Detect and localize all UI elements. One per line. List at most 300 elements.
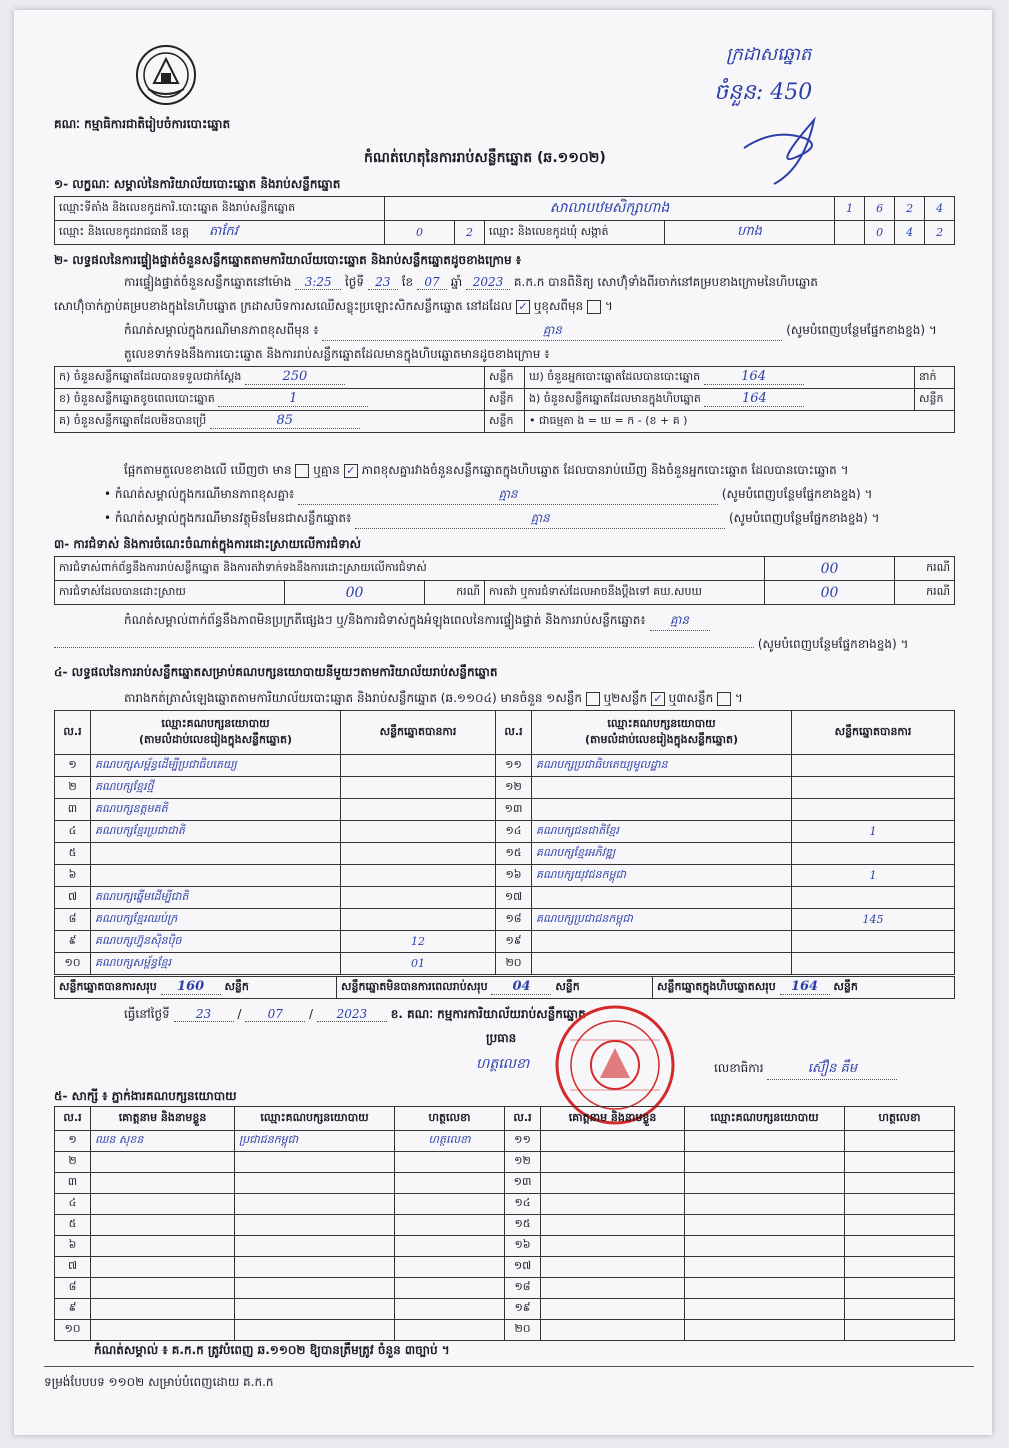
result-no: ១១ <box>496 755 532 777</box>
total-box-cell <box>653 977 955 999</box>
in-box-unit: សន្លឹក <box>915 389 955 411</box>
result-votes <box>341 843 496 865</box>
check-year-label: ឆ្នាំ <box>450 275 463 289</box>
result-party: គណបក្សជនជាតិខ្មែរ <box>532 821 792 843</box>
result-party: គណបក្សសម្ព័ន្ធខ្មែរ <box>91 953 341 975</box>
witness-header-party-left: ឈ្មោះគណបក្សនយោបាយ <box>235 1107 395 1131</box>
witness-name <box>541 1152 685 1173</box>
location-label: ឈ្មោះទីតាំង និងលេខកូដការិ.បោះឆ្នោត និងរាប់សន្លឹកឆ្នោត <box>55 197 385 221</box>
irregularity-note-line2 <box>54 636 954 654</box>
check-line-1 <box>124 274 818 292</box>
check-month-label: ខែ <box>401 275 414 289</box>
check-line-1-rest: គ.ក.ក បានពិនិត្យ សោហ៊ុំទាំងពីរចាក់នៅគម្របខាងក្រោមនៃហិបឆ្នោត <box>513 275 818 289</box>
witness-no: ១៥ <box>505 1215 541 1236</box>
witness-party <box>235 1257 395 1278</box>
commune-value: ហាង <box>665 221 835 245</box>
witness-sign: ហត្ថលេខា <box>395 1131 505 1152</box>
total-invalid-cell <box>337 977 653 999</box>
objections-unit: ករណី <box>895 557 955 581</box>
witness-header-name-right: គោត្តនាម និងនាមខ្លួន <box>541 1107 685 1131</box>
results-row <box>55 931 955 953</box>
check-day-label: ថ្ងៃទី <box>345 275 365 289</box>
same-checkbox[interactable]: ✓ <box>516 300 530 314</box>
witness-header-no-right: ល.រ <box>505 1107 541 1131</box>
difference-bullet <box>104 486 954 505</box>
party-col-title-right: ឈ្មោះគណបក្សនយោបាយ <box>607 716 716 730</box>
witness-row <box>55 1173 955 1194</box>
result-party: គណបក្សប្រជាជនកម្ពុជា <box>532 909 792 931</box>
witness-header-sign-right: ហត្ថលេខា <box>845 1107 955 1131</box>
footer-note: កំណត់សម្គាល់ ៖ គ.ក.ក ត្រូវបំពេញ ឆ.១១០២ ឱ្យបានត្រឹមត្រូវ ចំនួន ៣ច្បាប់ ។ <box>94 1343 450 1357</box>
witness-name <box>91 1257 235 1278</box>
chair-label: ប្រធាន <box>486 1031 517 1045</box>
witness-party <box>685 1257 845 1278</box>
result-votes <box>792 755 955 777</box>
result-no: ១២ <box>496 777 532 799</box>
irregularity-note-label: កំណត់សម្គាល់ពាក់ព័ន្ធនឹងភាពមិនប្រក្រតីផ្សេងៗ ឬ/និងការជំទាស់ក្នុងអំឡុងពេលនៃការផ្ទៀងផ្ទាត់ និងការរាប់សន្លឹកឆ្នោត៖ <box>124 613 646 627</box>
witness-name <box>91 1194 235 1215</box>
witness-no: ៥ <box>55 1215 91 1236</box>
unused-value: 85 <box>210 413 360 429</box>
witness-name <box>541 1320 685 1341</box>
result-party: គណបក្សយុវជនកម្ពុជា <box>532 865 792 887</box>
tally-label: តារាងកត់ត្រាសំឡេងឆ្នោតតាមការិយាល័យបោះឆ្នោត និងរាប់សន្លឹកឆ្នោត (ឆ.១១០៤) មានចំនួន ១សន្លឹក <box>124 691 582 705</box>
results-header-votes-right: សន្លឹកឆ្នោតបានការ <box>792 711 955 755</box>
result-no: ១០ <box>55 953 91 975</box>
witness-header-party-right: ឈ្មោះគណបក្សនយោបាយ <box>685 1107 845 1131</box>
witness-name <box>541 1257 685 1278</box>
secretary-line <box>714 1060 897 1080</box>
resolved-unit: ករណី <box>425 581 485 605</box>
witness-table <box>54 1106 955 1341</box>
witness-party <box>235 1173 395 1194</box>
result-votes: 1 <box>792 821 955 843</box>
date-month: 07 <box>245 1007 305 1022</box>
foreign-object-label: • កំណត់សម្គាល់ក្នុងករណីមានវត្ថុមិនមែនជាសន្លឹកឆ្នោត៖ <box>104 511 352 525</box>
witness-no: ៨ <box>55 1278 91 1299</box>
different-checkbox[interactable] <box>587 300 601 314</box>
total-valid-cell <box>55 977 337 999</box>
secretary-signature: ស៊ឿន គឹម <box>767 1060 897 1080</box>
witness-row <box>55 1215 955 1236</box>
spoiled-label: ខ) ចំនួនសន្លឹកឆ្នោតខូចពេលបោះឆ្នោត <box>59 392 215 405</box>
witness-header-sign-left: ហត្ថលេខា <box>395 1107 505 1131</box>
result-votes <box>341 821 496 843</box>
no-difference-label: ឬគ្មាន <box>313 463 340 477</box>
witness-name <box>541 1236 685 1257</box>
witness-party <box>685 1278 845 1299</box>
result-party: គណបក្សសម្ព័ន្ធដើម្បីប្រជាធិបតេយ្យ <box>91 755 341 777</box>
results-row <box>55 843 955 865</box>
witness-sign <box>395 1299 505 1320</box>
tally-line: តារាងកត់ត្រាសំឡេងឆ្នោតតាមការិយាល័យបោះឆ្នោត និងរាប់សន្លឹកឆ្នោត (ឆ.១១០៤) មានចំនួន ១សន្លឹក ឬ២សន្លឹក ✓ ឬ៣សន្លឹក ។ <box>124 691 743 705</box>
result-party <box>91 865 341 887</box>
result-no: ១៨ <box>496 909 532 931</box>
result-votes: 12 <box>341 931 496 953</box>
witness-no: ១៨ <box>505 1278 541 1299</box>
received-label: ក) ចំនួនសន្លឹកឆ្នោតដែលបានទទួលជាក់ស្តែង <box>59 370 242 383</box>
total-valid-label: សន្លឹកឆ្នោតបានការសរុប <box>59 980 157 993</box>
result-party <box>91 843 341 865</box>
chair-signature: ហត្ថលេខា <box>476 1056 530 1072</box>
commune-code-spacer <box>835 221 865 245</box>
result-votes <box>341 887 496 909</box>
results-row <box>55 755 955 777</box>
result-no: ១៩ <box>496 931 532 953</box>
three-sheet-checkbox[interactable] <box>717 692 731 706</box>
witness-party: ប្រជាជនកម្ពុជា <box>235 1131 395 1152</box>
party-col-sub: (តាមលំដាប់លេខរៀងក្នុងសន្លឹកឆ្នោត) <box>139 732 292 746</box>
result-votes: 01 <box>341 953 496 975</box>
province-code-2: 2 <box>455 221 485 245</box>
result-votes <box>341 909 496 931</box>
witness-party <box>235 1194 395 1215</box>
voters-label: ឃ) ចំនួនអ្នកបោះឆ្នោតដែលបានបោះឆ្នោត <box>529 370 701 383</box>
witness-no: ១០ <box>55 1320 91 1341</box>
foreign-object-bullet <box>104 510 954 529</box>
witness-no: ១១ <box>505 1131 541 1152</box>
result-votes <box>792 931 955 953</box>
totals-table <box>54 976 955 999</box>
total-invalid-unit: សន្លឹក <box>555 980 580 993</box>
nec-emblem-icon <box>134 43 198 107</box>
result-votes: 145 <box>792 909 955 931</box>
commune-code-2: 4 <box>895 221 925 245</box>
results-row <box>55 777 955 799</box>
results-header-party-right <box>532 711 792 755</box>
result-votes <box>792 799 955 821</box>
results-header-party-left <box>91 711 341 755</box>
objections-table <box>54 556 955 605</box>
comparison-label: ផ្អែកតាមតួលេខខាងលើ ឃើញថា មាន <box>124 463 292 477</box>
spoiled-unit: សន្លឹក <box>485 389 525 411</box>
total-box-label: សន្លឹកឆ្នោតក្នុងហិបឆ្នោតសរុប <box>657 980 776 993</box>
voters-cell <box>525 367 915 389</box>
witness-party <box>685 1215 845 1236</box>
result-party <box>532 887 792 909</box>
difference-bullet-suffix: (សូមបំពេញបន្ថែមផ្នែកខាងខ្នង) ។ <box>721 487 873 501</box>
figures-table <box>54 366 955 433</box>
date-suffix: ខ. គណៈ កម្មការការិយាល័យរាប់សន្លឹកឆ្នោត <box>390 1007 586 1021</box>
witness-no: ១៧ <box>505 1257 541 1278</box>
witness-no: ៦ <box>55 1236 91 1257</box>
result-party <box>532 777 792 799</box>
witness-name <box>541 1215 685 1236</box>
received-cell <box>55 367 485 389</box>
appeal-unit: ករណី <box>895 581 955 605</box>
witness-no: ១៣ <box>505 1173 541 1194</box>
witness-sign <box>845 1131 955 1152</box>
province-value: តាកែវ <box>209 224 238 239</box>
voters-unit: នាក់ <box>915 367 955 389</box>
section5-title: ៥- សាក្សី ៖ ភ្នាក់ងារគណបក្សនយោបាយ <box>54 1089 237 1103</box>
objections-label: ការជំទាស់ពាក់ព័ន្ធនឹងការរាប់សន្លឹកឆ្នោត និងការតវ៉ាទាក់ទងនឹងការដោះស្រាយលើការជំទាស់ <box>55 557 765 581</box>
result-votes <box>792 777 955 799</box>
witness-no: ៣ <box>55 1173 91 1194</box>
witness-party <box>235 1236 395 1257</box>
witness-row <box>55 1236 955 1257</box>
irregularity-note <box>124 612 710 631</box>
form-page <box>14 10 992 1435</box>
spoiled-value: 1 <box>218 391 368 407</box>
witness-party <box>685 1299 845 1320</box>
witness-row <box>55 1320 955 1341</box>
total-box-unit: សន្លឹក <box>833 980 858 993</box>
witness-header-name-left: គោត្តនាម និងនាមខ្លួន <box>91 1107 235 1131</box>
irregularity-note-suffix: (សូមបំពេញបន្ថែមផ្នែកខាងខ្នង) ។ <box>757 637 909 651</box>
witness-party <box>685 1173 845 1194</box>
witness-party <box>685 1236 845 1257</box>
witness-row <box>55 1299 955 1320</box>
result-no: ១៣ <box>496 799 532 821</box>
secretary-label: លេខាធិការ <box>714 1061 764 1075</box>
location-value: សាលាបឋមសិក្សាហាង <box>385 197 835 221</box>
in-box-value: 164 <box>704 391 804 407</box>
result-party <box>532 931 792 953</box>
foreign-object-value: គ្មាន <box>355 510 725 529</box>
difference-note-label: កំណត់សម្គាល់ក្នុងករណីមានភាពខុសពីមុន ៖ <box>124 323 319 337</box>
witness-name <box>91 1278 235 1299</box>
section1-title: ១- លក្ខណៈ សម្គាល់នៃការិយាល័យបោះឆ្នោត និងរាប់សន្លឹកឆ្នោត <box>54 177 341 191</box>
result-party: គណបក្សហ្វ៊ុនស៊ិនប៉ិច <box>91 931 341 953</box>
commune-code-1: 0 <box>865 221 895 245</box>
result-party: គណបក្សប្រជាធិបតេយ្យមូលដ្ឋាន <box>532 755 792 777</box>
result-party <box>532 799 792 821</box>
results-row <box>55 909 955 931</box>
witness-sign <box>845 1194 955 1215</box>
results-header-votes-left: សន្លឹកឆ្នោតបានការ <box>341 711 496 755</box>
witness-no: ២ <box>55 1152 91 1173</box>
corner-signature-icon <box>734 108 844 188</box>
result-no: ៥ <box>55 843 91 865</box>
unused-unit: សន្លឹក <box>485 411 525 433</box>
result-no: ១៦ <box>496 865 532 887</box>
resolved-value: 00 <box>285 581 425 605</box>
section4-title: ៤- លទ្ធផលនៃការរាប់សន្លឹកឆ្នោតសម្រាប់គណបក្សនយោបាយនីមួយៗតាមការិយាល័យរាប់សន្លឹកឆ្នោត <box>54 665 498 679</box>
result-votes <box>341 799 496 821</box>
total-valid-value: 160 <box>161 979 221 995</box>
spoiled-cell <box>55 389 485 411</box>
difference-note-suffix: (សូមបំពេញបន្ថែមផ្នែកខាងខ្នង) ។ <box>786 323 937 337</box>
committee-name: គណៈ កម្មាធិការជាតិរៀបចំការបោះឆ្នោត <box>54 117 231 131</box>
witness-name: ឈន សុខន <box>91 1131 235 1152</box>
witness-name <box>91 1236 235 1257</box>
witness-party <box>685 1152 845 1173</box>
witness-row <box>55 1194 955 1215</box>
corner-note-line1: ក្រដាសឆ្នោត <box>726 44 812 65</box>
no-difference-checkbox[interactable]: ✓ <box>344 464 358 478</box>
date-line: ធ្វើនៅថ្ងៃទី 23 / 07 / 2023 ខ. គណៈ កម្មការការិយាល័យរាប់សន្លឹកឆ្នោត <box>124 1007 586 1021</box>
witness-sign <box>395 1152 505 1173</box>
witness-party <box>685 1131 845 1152</box>
unused-cell <box>55 411 485 433</box>
received-unit: សន្លឹក <box>485 367 525 389</box>
result-party: គណបក្សខ្មែរឈប់ក្រ <box>91 909 341 931</box>
witness-no: ៤ <box>55 1194 91 1215</box>
different-label: ឬខុសពីមុន <box>533 299 584 313</box>
figures-intro: តួលេខទាក់ទងនឹងការបោះឆ្នោត និងការរាប់សន្លឹកឆ្នោតដែលមានក្នុងហិបឆ្នោតមានដូចខាងក្រោម ៖ <box>124 347 550 361</box>
section2-title: ២- លទ្ធផលនៃការផ្ទៀងផ្ទាត់ចំនួនសន្លឹកឆ្នោតតាមការិយាល័យបោះឆ្នោត និងរាប់សន្លឹកឆ្នោតដូចខាងក្រោម ៖ <box>54 253 522 267</box>
party-col-title: ឈ្មោះគណបក្សនយោបាយ <box>161 716 270 730</box>
difference-bullet-value: គ្មាន <box>298 486 718 505</box>
result-no: ១៤ <box>496 821 532 843</box>
difference-note-line <box>124 322 954 341</box>
witness-sign <box>845 1152 955 1173</box>
received-value: 250 <box>245 369 345 385</box>
check-day: 23 <box>368 275 398 290</box>
difference-note-value: គ្មាន <box>322 322 782 341</box>
witness-name <box>91 1320 235 1341</box>
appeal-value: 00 <box>765 581 895 605</box>
date-year: 2023 <box>317 1007 387 1022</box>
results-header-no-left: ល.រ <box>55 711 91 755</box>
check-line-2-text: សោហ៊ុំចាក់ភ្ជាប់គម្របខាងក្នុងនៃហិបឆ្នោត ក្រដាសបិទការសឈើសន្លុះប្រឡោះសិកសន្លឹកឆ្នោត នៅដដែល <box>54 299 513 313</box>
result-no: ១ <box>55 755 91 777</box>
total-box-value: 164 <box>780 979 830 995</box>
has-difference-checkbox[interactable] <box>295 464 309 478</box>
result-party: គណបក្សខ្មែរថ្មី <box>91 777 341 799</box>
two-sheet-checkbox[interactable]: ✓ <box>651 692 665 706</box>
check-line-2: សោហ៊ុំចាក់ភ្ជាប់គម្របខាងក្នុងនៃហិបឆ្នោត ក្រដាសបិទការសឈើសន្លុះប្រឡោះសិកសន្លឹកឆ្នោត នៅដដែល ✓ ឬខុសពីមុន ។ <box>54 299 613 313</box>
witness-party <box>235 1215 395 1236</box>
difference-bullet-label: • កំណត់សម្គាល់ក្នុងករណីមានភាពខុសគ្នា៖ <box>104 487 295 501</box>
witness-no: ៧ <box>55 1257 91 1278</box>
result-party <box>532 953 792 975</box>
witness-sign <box>845 1215 955 1236</box>
result-votes <box>792 887 955 909</box>
results-table <box>54 710 955 975</box>
comparison-rest: ភាពខុសគ្នារវាងចំនួនសន្លឹកឆ្នោតក្នុងហិបឆ្នោត ដែលបានរាប់ឃើញ និងចំនួនអ្នកបោះឆ្នោត ដែលបានបោះឆ្នោត ។ <box>361 463 849 477</box>
results-row <box>55 865 955 887</box>
witness-no: ១២ <box>505 1152 541 1173</box>
witness-sign <box>845 1173 955 1194</box>
form-title: កំណត់ហេតុនៃការរាប់សន្លឹកឆ្នោត (ឆ.១១០២) <box>364 150 606 166</box>
result-votes <box>792 953 955 975</box>
witness-sign <box>845 1299 955 1320</box>
witness-party <box>235 1152 395 1173</box>
witness-name <box>541 1194 685 1215</box>
result-no: ៩ <box>55 931 91 953</box>
witness-row <box>55 1152 955 1173</box>
witness-name <box>91 1215 235 1236</box>
result-party: គណបក្សឧត្តមគតិ <box>91 799 341 821</box>
result-no: ១៧ <box>496 887 532 909</box>
witness-name <box>541 1131 685 1152</box>
results-row <box>55 953 955 975</box>
result-no: ២ <box>55 777 91 799</box>
results-row <box>55 821 955 843</box>
voters-value: 164 <box>704 369 804 385</box>
foreign-object-suffix: (សូមបំពេញបន្ថែមផ្នែកខាងខ្នង) ។ <box>728 511 880 525</box>
result-no: ៣ <box>55 799 91 821</box>
witness-name <box>541 1278 685 1299</box>
check-time-label: ការផ្ទៀងផ្ទាត់ចំនួនសន្លឹកឆ្នោតនៅម៉ោង <box>124 275 292 289</box>
result-party: គណបក្សខ្មែរអភិវឌ្ឍ <box>532 843 792 865</box>
witness-row <box>55 1257 955 1278</box>
witness-sign <box>845 1236 955 1257</box>
one-sheet-checkbox[interactable] <box>586 692 600 706</box>
witness-party <box>235 1278 395 1299</box>
witness-header-no-left: ល.រ <box>55 1107 91 1131</box>
result-no: ១៥ <box>496 843 532 865</box>
date-day: 23 <box>174 1007 234 1022</box>
result-party: គណបក្សឆ្នើមដើម្បីជាតិ <box>91 887 341 909</box>
result-no: ៤ <box>55 821 91 843</box>
witness-party <box>685 1320 845 1341</box>
objections-value: 00 <box>765 557 895 581</box>
party-col-sub-right: (តាមលំដាប់លេខរៀងក្នុងសន្លឹកឆ្នោត) <box>585 732 738 746</box>
total-valid-unit: សន្លឹក <box>224 980 249 993</box>
irregularity-dots <box>54 647 754 648</box>
check-year: 2023 <box>466 275 510 290</box>
location-table <box>54 196 955 245</box>
witness-no: ៩ <box>55 1299 91 1320</box>
province-label-text: ឈ្មោះ និងលេខកូដរាជធានី ខេត្ត <box>59 225 189 238</box>
witness-sign <box>845 1257 955 1278</box>
result-party: គណបក្សខ្មែរប្រជាជាតិ <box>91 821 341 843</box>
witness-row <box>55 1131 955 1152</box>
check-time: 3:25 <box>295 275 341 290</box>
witness-row <box>55 1278 955 1299</box>
witness-name <box>91 1173 235 1194</box>
witness-sign <box>395 1215 505 1236</box>
witness-no: ១៦ <box>505 1236 541 1257</box>
in-box-label: ង) ចំនួនសន្លឹកឆ្នោតដែលមានក្នុងហិបឆ្នោត <box>529 392 701 405</box>
commune-code-3: 2 <box>925 221 955 245</box>
witness-sign <box>395 1194 505 1215</box>
commune-label: ឈ្មោះ និងលេខកូដឃុំ សង្កាត់ <box>485 221 665 245</box>
total-invalid-value: 04 <box>491 979 551 995</box>
location-code-4: 4 <box>925 197 955 221</box>
result-votes: 1 <box>792 865 955 887</box>
result-no: ៦ <box>55 865 91 887</box>
date-label: ធ្វើនៅថ្ងៃទី <box>124 1007 170 1021</box>
unused-label: គ) ចំនួនសន្លឹកឆ្នោតដែលមិនបានប្រើ <box>59 414 207 427</box>
three-sheet-label: ឬ៣សន្លឹក <box>668 691 714 705</box>
result-votes <box>792 843 955 865</box>
corner-note-line2: ចំនួន: 450 <box>714 80 813 105</box>
witness-sign <box>395 1236 505 1257</box>
witness-party <box>235 1299 395 1320</box>
witness-sign <box>395 1257 505 1278</box>
result-votes <box>341 755 496 777</box>
in-box-cell <box>525 389 915 411</box>
witness-sign <box>845 1320 955 1341</box>
results-header-no-right: ល.រ <box>496 711 532 755</box>
witness-name <box>541 1173 685 1194</box>
witness-sign <box>395 1278 505 1299</box>
witness-no: ១៩ <box>505 1299 541 1320</box>
footer-form-ref: ទម្រង់បែបបទ ១១០២ សម្រាប់បំពេញដោយ គ.ក.ក <box>44 1375 274 1389</box>
total-invalid-label: សន្លឹកឆ្នោតមិនបានការពេលរាប់សរុប <box>341 980 488 993</box>
result-no: ២០ <box>496 953 532 975</box>
location-code-3: 2 <box>895 197 925 221</box>
comparison-line <box>124 462 849 480</box>
location-code-2: 6 <box>865 197 895 221</box>
province-label <box>55 221 385 245</box>
footer-divider <box>44 1366 974 1367</box>
witness-no: ១ <box>55 1131 91 1152</box>
witness-sign <box>845 1278 955 1299</box>
result-votes <box>341 865 496 887</box>
witness-name <box>541 1299 685 1320</box>
witness-name <box>91 1299 235 1320</box>
witness-body <box>55 1131 955 1341</box>
result-no: ៧ <box>55 887 91 909</box>
results-row <box>55 799 955 821</box>
province-code-1: 0 <box>385 221 455 245</box>
witness-party <box>235 1320 395 1341</box>
